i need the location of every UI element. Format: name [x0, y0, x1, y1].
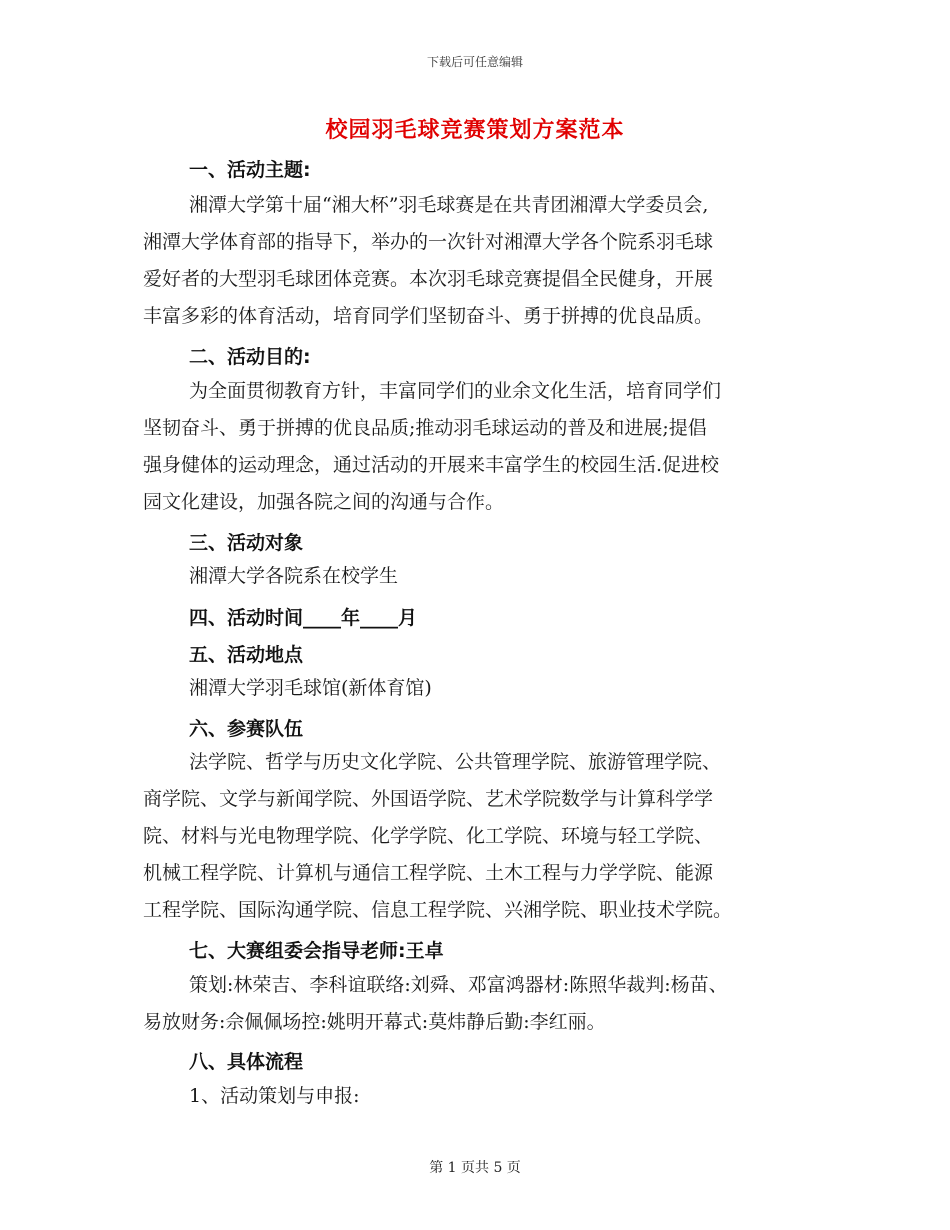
paragraph-line: 丰富多彩的体育活动，培育同学们坚韧奋斗、勇于拼搏的优良品质。 [143, 305, 714, 327]
page-footer: 第 1 页共 5 页 [429, 1160, 521, 1176]
paragraph-line: 坚韧奋斗、勇于拼搏的优良品质;推动羽毛球运动的普及和进展;提倡 [143, 417, 707, 439]
paragraph-line: 院、材料与光电物理学院、化学学院、化工学院、环境与轻工学院、 [143, 825, 714, 847]
section-5-paragraph [143, 670, 809, 707]
paragraph-line: 为全面贯彻教育方针，丰富同学们的业余文化生活，培育同学们 [189, 380, 722, 402]
section-2-paragraph [143, 373, 809, 521]
section-8-heading: 八、具体流程 [189, 1051, 304, 1073]
section-3-paragraph [143, 558, 809, 595]
paragraph-line: 湘潭大学各院系在校学生 [189, 565, 399, 587]
paragraph-line: 湘潭大学体育部的指导下，举办的一次针对湘潭大学各个院系羽毛球 [143, 231, 714, 253]
paragraph-line: 1、活动策划与申报: [189, 1085, 360, 1107]
paragraph-line: 湘潭大学羽毛球馆(新体育馆) [189, 677, 432, 699]
section-2-heading: 二、活动目的: [189, 346, 311, 368]
paragraph-line: 策划:林荣吉、李科谊联络:刘舜、邓富鸿器材:陈照华裁判:杨苗、 [189, 974, 728, 996]
section-7-heading: 七、大赛组委会指导老师:王卓 [189, 940, 444, 962]
section-1-heading: 一、活动主题: [189, 159, 311, 181]
paragraph-line: 园文化建设，加强各院之间的沟通与合作。 [143, 491, 505, 513]
section-8-item-1 [143, 1078, 809, 1115]
paragraph-line: 法学院、哲学与历史文化学院、公共管理学院、旅游管理学院、 [189, 751, 722, 773]
paragraph-line: 商学院、文学与新闻学院、外国语学院、艺术学院数学与计算科学学 [143, 788, 714, 810]
section-5-heading: 五、活动地点 [189, 644, 304, 666]
section-4-heading: 四、活动时间____年____月 [189, 607, 418, 629]
section-6-paragraph [143, 744, 809, 929]
document-title: 校园羽毛球竞赛策划方案范本 [325, 117, 625, 143]
section-7-paragraph [143, 967, 809, 1041]
paragraph-line: 易放财务:佘佩佩场控:姚明开幕式:莫炜静后勤:李红丽。 [143, 1011, 606, 1033]
section-1-paragraph [143, 187, 809, 335]
paragraph-line: 湘潭大学第十届“湘大杯”羽毛球赛是在共青团湘潭大学委员会, [189, 194, 709, 216]
section-6-heading: 六、参赛队伍 [189, 718, 304, 740]
paragraph-line: 强身健体的运动理念，通过活动的开展来丰富学生的校园生活.促进校 [143, 454, 720, 476]
header-note: 下载后可任意编辑 [426, 55, 523, 69]
section-3-heading: 三、活动对象 [189, 532, 304, 554]
paragraph-line: 工程学院、国际沟通学院、信息工程学院、兴湘学院、职业技术学院。 [143, 899, 733, 921]
paragraph-line: 爱好者的大型羽毛球团体竞赛。本次羽毛球竞赛提倡全民健身，开展 [143, 268, 714, 290]
paragraph-line: 机械工程学院、计算机与通信工程学院、土木工程与力学学院、能源 [143, 862, 714, 884]
